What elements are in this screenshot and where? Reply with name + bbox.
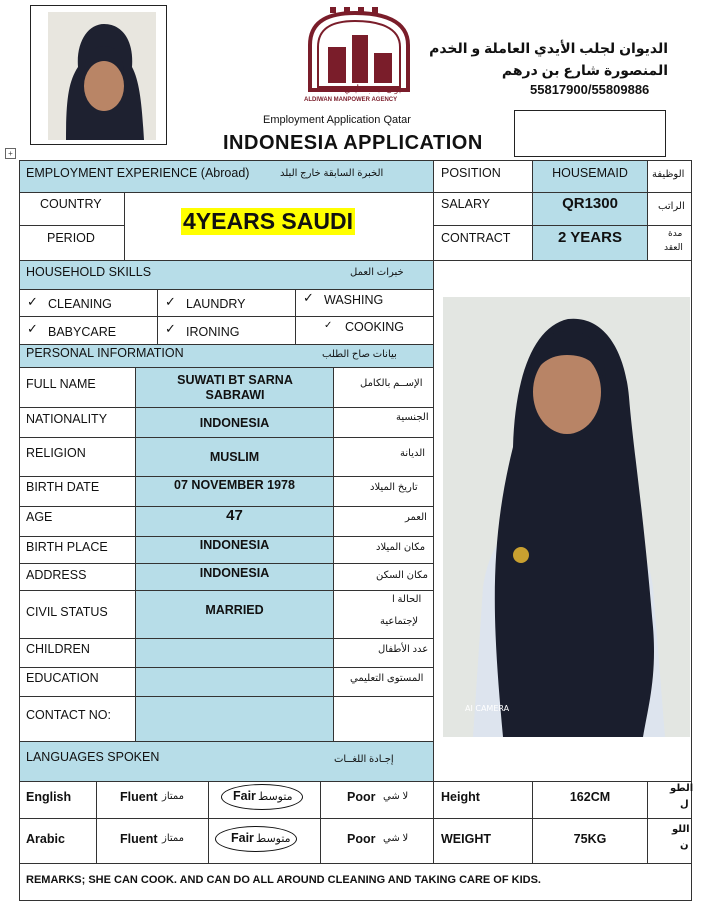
check-icon: ✓ [27, 321, 38, 336]
form-subtitle: Employment Application Qatar [263, 114, 411, 126]
education-ar: المستوى التعليمي [350, 673, 424, 684]
agency-logo [300, 5, 420, 107]
contract-label: CONTRACT [441, 231, 511, 245]
religion-label: RELIGION [26, 446, 86, 460]
age-ar: العمر [405, 512, 427, 523]
salary-label: SALARY [441, 197, 491, 211]
english-fair: Fair [233, 789, 256, 803]
skill-ironing: IRONING [186, 325, 240, 339]
arabic-label: Arabic [26, 832, 65, 846]
skills-heading-ar: خبرات العمل [350, 267, 404, 278]
languages-heading: LANGUAGES SPOKEN [26, 750, 160, 764]
arabic-poor-ar: لا شي [383, 833, 409, 844]
agency-name-ar: الديوان لجلب الأيدي العاملة و الخدم [429, 40, 668, 56]
full-name-value: SUWATI BT SARNA SABRAWI [177, 373, 293, 402]
logo-text-en: ALDIWAN MANPOWER AGENCY [304, 97, 398, 103]
watermark-text: AI CAMERA [465, 704, 510, 713]
nationality-value: INDONESIA [199, 416, 270, 430]
move-handle-icon[interactable]: + [5, 148, 16, 159]
contract-ar-2: العقد [664, 242, 683, 252]
birth-place-value: INDONESIA [199, 538, 270, 552]
english-fluent: Fluent [120, 790, 158, 804]
religion-value: MUSLIM [209, 450, 260, 464]
age-value: 47 [226, 507, 243, 524]
position-value: HOUSEMAID [552, 166, 628, 180]
skill-cleaning: CLEANING [48, 297, 112, 311]
english-label: English [26, 790, 72, 804]
logo-text-ar: الديوان لجلب الأيدي العاملة [320, 85, 410, 94]
civil-status-ar-2: لإجتماعية [380, 616, 419, 627]
skills-heading: HOUSEHOLD SKILLS [26, 265, 152, 279]
birth-place-ar: مكان الميلاد [376, 542, 426, 553]
address-value: INDONESIA [199, 566, 270, 580]
personal-heading: PERSONAL INFORMATION [26, 346, 184, 360]
languages-heading-ar: إجـادة اللغــات [334, 754, 394, 765]
english-fair-ar: متوسط [258, 791, 293, 803]
full-name-label: FULL NAME [26, 377, 96, 391]
birth-date-label: BIRTH DATE [26, 480, 100, 494]
english-poor-ar: لا شي [383, 791, 409, 802]
skill-babycare: BABYCARE [48, 325, 117, 339]
experience-heading: EMPLOYMENT EXPERIENCE (Abroad) [26, 166, 250, 180]
height-value: 162CM [569, 790, 611, 804]
check-icon: ✓ [324, 320, 333, 331]
age-label: AGE [26, 510, 53, 524]
address-ar: مكان السكن [376, 570, 428, 581]
experience-value: 4YEARS SAUDI [183, 208, 353, 234]
weight-ar-1: اللو [672, 824, 690, 835]
children-value-cell [135, 638, 334, 668]
agency-phones: 55817900/55809886 [530, 82, 650, 97]
height-ar-1: الطو [670, 783, 694, 794]
skill-cooking: COOKING [345, 320, 405, 334]
civil-status-label: CIVIL STATUS [26, 605, 108, 619]
birth-date-value: 07 NOVEMBER 1978 [174, 478, 295, 492]
english-poor: Poor [347, 790, 376, 804]
check-icon: ✓ [27, 294, 38, 309]
salary-value: QR1300 [562, 195, 618, 212]
nationality-label: NATIONALITY [26, 412, 108, 426]
contact-ar-cell [333, 696, 434, 742]
salary-ar: الراتب [658, 201, 685, 212]
full-name-ar: الإســم بالكامل [360, 378, 423, 389]
passport-photo [48, 12, 156, 140]
children-label: CHILDREN [26, 642, 90, 656]
reference-box [514, 110, 666, 157]
height-label: Height [441, 790, 480, 804]
country-label: COUNTRY [40, 197, 102, 211]
arabic-fluent-ar: ممتاز [162, 833, 185, 844]
check-icon: ✓ [303, 290, 314, 305]
civil-status-ar: الحالة ا [392, 594, 422, 605]
weight-label: WEIGHT [441, 832, 491, 846]
agency-address-ar: المنصورة شارع بن درهم [501, 62, 668, 78]
check-icon: ✓ [165, 294, 176, 309]
position-ar: الوظيفة [652, 169, 685, 180]
check-icon: ✓ [165, 321, 176, 336]
arabic-poor: Poor [347, 832, 376, 846]
address-label: ADDRESS [26, 568, 87, 582]
english-fluent-ar: ممتاز [162, 791, 185, 802]
education-value-cell [135, 667, 334, 697]
personal-heading-ar: بيانات صاح الطلب [322, 349, 397, 360]
birth-date-ar: تاريخ الميلاد [370, 482, 418, 493]
person-portrait-icon [48, 12, 156, 140]
remarks-text: REMARKS; SHE CAN COOK. AND CAN DO ALL AROUND CLEANING AND TAKING CARE OF KIDS. [26, 874, 541, 886]
position-label: POSITION [441, 166, 501, 180]
arabic-fair-ar: متوسط [256, 833, 291, 845]
arabic-fair: Fair [231, 831, 254, 845]
experience-heading-ar: الخبرة السابقة خارج البلد [280, 168, 384, 179]
period-label: PERIOD [47, 231, 95, 245]
form-title: INDONESIA APPLICATION [223, 132, 483, 154]
children-ar: عدد الأطفال [378, 644, 429, 655]
weight-ar-2: ن [680, 840, 689, 851]
arabic-fluent: Fluent [120, 832, 158, 846]
contract-ar-1: مدة [668, 228, 683, 238]
civil-status-value: MARRIED [205, 603, 264, 617]
contact-value-cell [135, 696, 334, 742]
passport-photo-frame [30, 5, 167, 145]
education-label: EDUCATION [26, 671, 99, 685]
birth-place-label: BIRTH PLACE [26, 540, 108, 554]
skill-washing: WASHING [324, 293, 384, 307]
religion-ar: الديانة [400, 448, 426, 459]
contact-label: CONTACT NO: [26, 708, 111, 722]
full-body-photo [443, 297, 690, 737]
nationality-ar: الجنسية [396, 412, 429, 423]
height-ar-2: ل [680, 799, 689, 810]
contract-value: 2 YEARS [558, 229, 622, 246]
weight-value: 75KG [573, 832, 607, 846]
skill-laundry: LAUNDRY [186, 297, 246, 311]
person-full-photo-icon [443, 297, 690, 737]
